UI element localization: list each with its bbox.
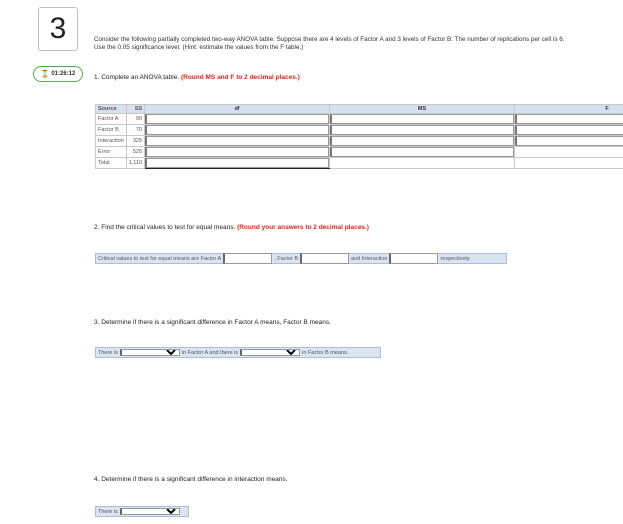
empty-cell (515, 147, 623, 158)
row-source: Interaction (96, 136, 127, 147)
df-input-error[interactable] (145, 147, 329, 157)
part2-instruction: (Round your answers to 2 decimal places.) (237, 224, 369, 231)
part1-question (94, 74, 300, 81)
row-source: Factor A (96, 114, 127, 125)
ms-cell (330, 114, 515, 125)
f-cell (515, 136, 623, 147)
question-number: 3 (38, 7, 78, 51)
ms-input-factor-b[interactable] (330, 125, 514, 135)
f-input-factor-b[interactable] (515, 125, 623, 135)
factor-a-significance-select[interactable] (120, 349, 180, 356)
df-cell (145, 158, 330, 169)
header-ms: MS (330, 105, 515, 114)
bar-label: respectively. (440, 255, 471, 262)
bar-label: There is (98, 508, 118, 515)
table-header-row (96, 105, 623, 114)
f-cell (515, 114, 623, 125)
bar-label: in Factor A and there is (181, 349, 239, 356)
table-row (96, 158, 623, 169)
row-source: Total (96, 158, 127, 169)
part4-question: 4. Determine if there is a significant difference in interaction means. (94, 476, 288, 483)
f-input-factor-a[interactable] (515, 114, 623, 124)
table-row (96, 114, 623, 125)
critical-value-factor-a-input[interactable] (223, 253, 272, 264)
df-input-factor-a[interactable] (145, 114, 329, 124)
row-ss: 525 (126, 147, 144, 158)
ms-input-error[interactable] (330, 147, 514, 157)
f-input-interaction[interactable] (515, 136, 623, 146)
critical-values-bar (95, 253, 507, 264)
ms-cell (330, 136, 515, 147)
bar-label: and Interaction (351, 255, 388, 262)
f-cell (515, 125, 623, 136)
bar-label: , Factor B (274, 255, 299, 262)
part1-text: 1. Complete an ANOVA table. (94, 74, 180, 81)
timer-badge (33, 66, 83, 82)
table-row (96, 147, 623, 158)
timer-value: 01:26:12 (51, 71, 76, 77)
row-ss: 90 (126, 114, 144, 125)
part1-instruction: (Round MS and F to 2 decimal places.) (180, 74, 300, 81)
row-source: Factor B (96, 125, 127, 136)
ms-cell (330, 147, 515, 158)
df-cell (145, 147, 330, 158)
df-input-total[interactable] (145, 158, 329, 168)
df-cell (145, 114, 330, 125)
df-input-interaction[interactable] (145, 136, 329, 146)
question-prompt: Consider the following partially completed two-way ANOVA table. Suppose there are 4 levels of Factor A and 3 levels of Factor B. The number of replications per cell is 6. Use the 0.05 significance level. (Hint: estimate the values from the F table.) (94, 36, 565, 51)
row-ss: 1,110 (126, 158, 144, 169)
factor-b-significance-select[interactable] (240, 349, 300, 356)
ms-input-factor-a[interactable] (330, 114, 514, 124)
part3-question: 3. Determine if there is a significant difference in Factor A means, Factor B means. (94, 319, 331, 326)
bar-label: in Factor B means. (302, 349, 349, 356)
row-ss: 325 (126, 136, 144, 147)
table-row (96, 136, 623, 147)
table-row (96, 125, 623, 136)
empty-cell (515, 158, 623, 169)
header-f: F (515, 105, 623, 114)
hourglass-icon: ⌛ (40, 71, 50, 78)
header-ss: SS (126, 105, 144, 114)
header-df: df (145, 105, 330, 114)
ms-cell (330, 125, 515, 136)
anova-table (95, 104, 623, 169)
bar-label: Critical values to test for equal means are Factor A (98, 255, 222, 262)
df-cell (145, 125, 330, 136)
bar-label: There is (98, 349, 118, 356)
ms-input-interaction[interactable] (330, 136, 514, 146)
interaction-significance-bar (95, 506, 189, 517)
factor-significance-bar (95, 347, 381, 358)
row-ss: 70 (126, 125, 144, 136)
row-source: Error (96, 147, 127, 158)
header-source: Source (96, 105, 127, 114)
critical-value-interaction-input[interactable] (389, 253, 438, 264)
df-cell (145, 136, 330, 147)
part2-text: 2. Find the critical values to test for equal means. (94, 224, 236, 231)
empty-cell (330, 158, 515, 169)
critical-value-factor-b-input[interactable] (300, 253, 349, 264)
interaction-significance-select[interactable] (120, 508, 180, 515)
df-input-factor-b[interactable] (145, 125, 329, 135)
part2-question (94, 224, 369, 231)
